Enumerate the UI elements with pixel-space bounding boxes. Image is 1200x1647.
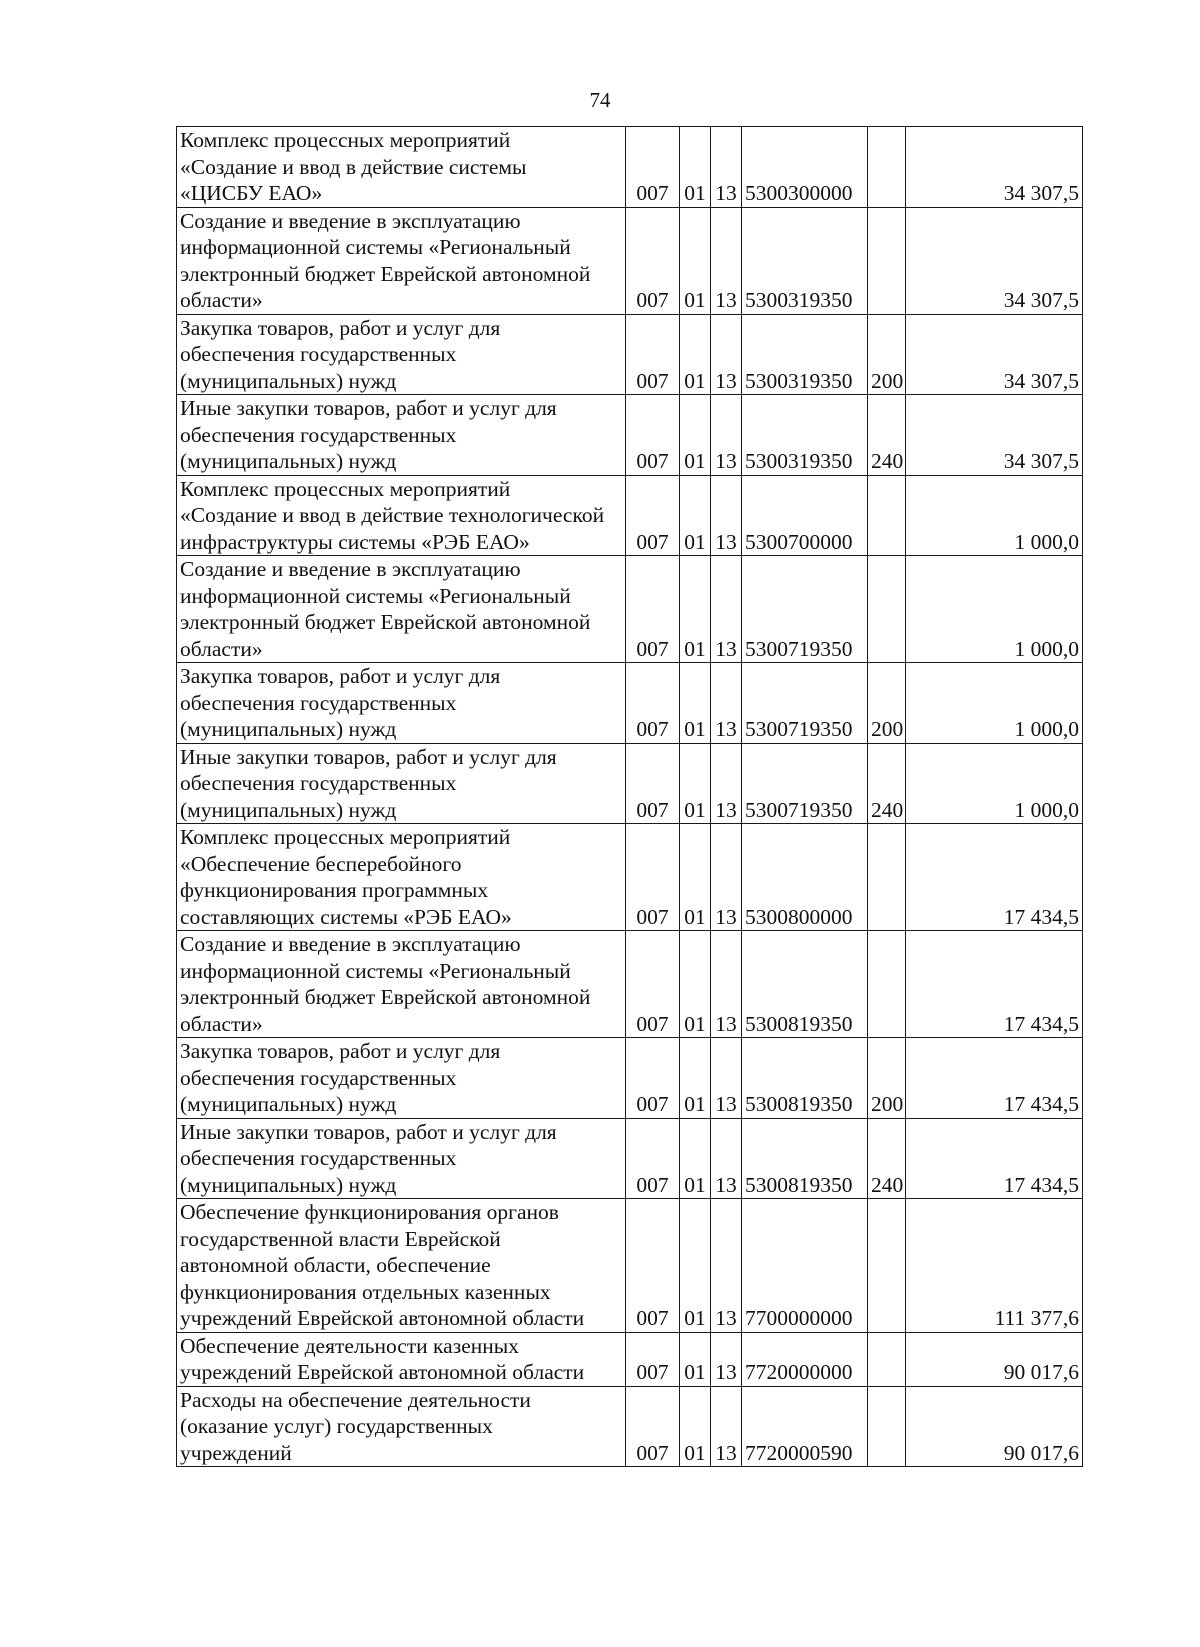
section-code-cell: 01 — [680, 1118, 711, 1199]
amount-cell: 90 017,6 — [906, 1386, 1083, 1467]
section-code-cell: 01 — [680, 395, 711, 476]
table-row — [177, 931, 1083, 1038]
expense-type-cell — [868, 127, 906, 208]
table-row — [177, 824, 1083, 931]
subsection-code-cell: 13 — [711, 556, 742, 663]
expense-name-cell: Обеспечение деятельности казенных учреждений Еврейской автономной области — [177, 1332, 626, 1386]
target-article-cell: 5300700000 — [742, 475, 868, 556]
expense-type-cell — [868, 1332, 906, 1386]
amount-cell: 34 307,5 — [906, 314, 1083, 395]
section-code-cell: 01 — [680, 1199, 711, 1333]
amount-cell: 1 000,0 — [906, 556, 1083, 663]
table-row — [177, 1199, 1083, 1333]
ministry-code-cell: 007 — [626, 1118, 680, 1199]
ministry-code-cell: 007 — [626, 931, 680, 1038]
section-code-cell: 01 — [680, 931, 711, 1038]
expense-type-cell: 200 — [868, 663, 906, 744]
budget-table — [176, 126, 1083, 1467]
section-code-cell: 01 — [680, 824, 711, 931]
target-article-cell: 5300319350 — [742, 207, 868, 314]
expense-type-cell — [868, 824, 906, 931]
ministry-code-cell: 007 — [626, 556, 680, 663]
table-row — [177, 1332, 1083, 1386]
target-article-cell: 5300800000 — [742, 824, 868, 931]
table-row — [177, 1038, 1083, 1119]
section-code-cell: 01 — [680, 1386, 711, 1467]
ministry-code-cell: 007 — [626, 314, 680, 395]
amount-cell: 34 307,5 — [906, 395, 1083, 476]
expense-type-cell — [868, 556, 906, 663]
ministry-code-cell: 007 — [626, 824, 680, 931]
target-article-cell: 7720000590 — [742, 1386, 868, 1467]
amount-cell: 34 307,5 — [906, 127, 1083, 208]
subsection-code-cell: 13 — [711, 1118, 742, 1199]
expense-name-cell: Комплекс процессных мероприятий «Создание и ввод в действие технологической инфраструктуры системы «РЭБ ЕАО» — [177, 475, 626, 556]
expense-name-cell: Комплекс процессных мероприятий «Обеспечение бесперебойного функционирования программных составляющих системы «РЭБ ЕАО» — [177, 824, 626, 931]
target-article-cell: 5300819350 — [742, 1118, 868, 1199]
target-article-cell: 5300719350 — [742, 663, 868, 744]
amount-cell: 111 377,6 — [906, 1199, 1083, 1333]
expense-name-cell: Иные закупки товаров, работ и услуг для обеспечения государственных (муниципальных) нужд — [177, 395, 626, 476]
expense-name-cell: Создание и введение в эксплуатацию информационной системы «Региональный электронный бюджет Еврейской автономной области» — [177, 931, 626, 1038]
expense-type-cell — [868, 207, 906, 314]
section-code-cell: 01 — [680, 127, 711, 208]
section-code-cell: 01 — [680, 1332, 711, 1386]
subsection-code-cell: 13 — [711, 824, 742, 931]
target-article-cell: 5300819350 — [742, 1038, 868, 1119]
ministry-code-cell: 007 — [626, 743, 680, 824]
target-article-cell: 5300300000 — [742, 127, 868, 208]
subsection-code-cell: 13 — [711, 1038, 742, 1119]
expense-name-cell: Обеспечение функционирования органов государственной власти Еврейской автономной области, обеспечение функционирования отдельных казенных учреждений Еврейской автономной области — [177, 1199, 626, 1333]
subsection-code-cell: 13 — [711, 931, 742, 1038]
subsection-code-cell: 13 — [711, 207, 742, 314]
section-code-cell: 01 — [680, 475, 711, 556]
expense-type-cell — [868, 1386, 906, 1467]
amount-cell: 17 434,5 — [906, 931, 1083, 1038]
expense-type-cell — [868, 475, 906, 556]
subsection-code-cell: 13 — [711, 1386, 742, 1467]
target-article-cell: 5300719350 — [742, 556, 868, 663]
target-article-cell: 7700000000 — [742, 1199, 868, 1333]
table-row — [177, 395, 1083, 476]
table-row — [177, 663, 1083, 744]
ministry-code-cell: 007 — [626, 663, 680, 744]
expense-name-cell: Закупка товаров, работ и услуг для обеспечения государственных (муниципальных) нужд — [177, 1038, 626, 1119]
section-code-cell: 01 — [680, 314, 711, 395]
ministry-code-cell: 007 — [626, 1199, 680, 1333]
ministry-code-cell: 007 — [626, 1038, 680, 1119]
ministry-code-cell: 007 — [626, 1332, 680, 1386]
amount-cell: 17 434,5 — [906, 824, 1083, 931]
table-row — [177, 314, 1083, 395]
expense-type-cell — [868, 1199, 906, 1333]
ministry-code-cell: 007 — [626, 475, 680, 556]
ministry-code-cell: 007 — [626, 207, 680, 314]
target-article-cell: 5300319350 — [742, 395, 868, 476]
subsection-code-cell: 13 — [711, 127, 742, 208]
ministry-code-cell: 007 — [626, 395, 680, 476]
expense-name-cell: Закупка товаров, работ и услуг для обеспечения государственных (муниципальных) нужд — [177, 314, 626, 395]
expense-type-cell: 240 — [868, 395, 906, 476]
section-code-cell: 01 — [680, 663, 711, 744]
section-code-cell: 01 — [680, 207, 711, 314]
section-code-cell: 01 — [680, 556, 711, 663]
amount-cell: 90 017,6 — [906, 1332, 1083, 1386]
table-row — [177, 1386, 1083, 1467]
subsection-code-cell: 13 — [711, 1332, 742, 1386]
target-article-cell: 7720000000 — [742, 1332, 868, 1386]
page-number: 74 — [589, 88, 611, 112]
expense-type-cell: 200 — [868, 314, 906, 395]
subsection-code-cell: 13 — [711, 395, 742, 476]
subsection-code-cell: 13 — [711, 475, 742, 556]
expense-name-cell: Расходы на обеспечение деятельности (оказание услуг) государственных учреждений — [177, 1386, 626, 1467]
expense-type-cell — [868, 931, 906, 1038]
table-row — [177, 207, 1083, 314]
expense-type-cell: 240 — [868, 1118, 906, 1199]
table-row — [177, 556, 1083, 663]
section-code-cell: 01 — [680, 743, 711, 824]
table-row — [177, 127, 1083, 208]
expense-name-cell: Комплекс процессных мероприятий «Создание и ввод в действие системы «ЦИСБУ ЕАО» — [177, 127, 626, 208]
expense-name-cell: Иные закупки товаров, работ и услуг для обеспечения государственных (муниципальных) нужд — [177, 1118, 626, 1199]
expense-name-cell: Создание и введение в эксплуатацию информационной системы «Региональный электронный бюджет Еврейской автономной области» — [177, 207, 626, 314]
expense-name-cell: Создание и введение в эксплуатацию информационной системы «Региональный электронный бюджет Еврейской автономной области» — [177, 556, 626, 663]
table-row — [177, 475, 1083, 556]
section-code-cell: 01 — [680, 1038, 711, 1119]
target-article-cell: 5300719350 — [742, 743, 868, 824]
expense-type-cell: 240 — [868, 743, 906, 824]
amount-cell: 17 434,5 — [906, 1118, 1083, 1199]
amount-cell: 1 000,0 — [906, 743, 1083, 824]
target-article-cell: 5300819350 — [742, 931, 868, 1038]
budget-table-body — [177, 127, 1083, 1467]
ministry-code-cell: 007 — [626, 127, 680, 208]
table-row — [177, 1118, 1083, 1199]
amount-cell: 1 000,0 — [906, 663, 1083, 744]
target-article-cell: 5300319350 — [742, 314, 868, 395]
amount-cell: 17 434,5 — [906, 1038, 1083, 1119]
table-row — [177, 743, 1083, 824]
ministry-code-cell: 007 — [626, 1386, 680, 1467]
expense-name-cell: Иные закупки товаров, работ и услуг для обеспечения государственных (муниципальных) нужд — [177, 743, 626, 824]
amount-cell: 1 000,0 — [906, 475, 1083, 556]
expense-type-cell: 200 — [868, 1038, 906, 1119]
subsection-code-cell: 13 — [711, 743, 742, 824]
subsection-code-cell: 13 — [711, 663, 742, 744]
expense-name-cell: Закупка товаров, работ и услуг для обеспечения государственных (муниципальных) нужд — [177, 663, 626, 744]
amount-cell: 34 307,5 — [906, 207, 1083, 314]
subsection-code-cell: 13 — [711, 314, 742, 395]
subsection-code-cell: 13 — [711, 1199, 742, 1333]
